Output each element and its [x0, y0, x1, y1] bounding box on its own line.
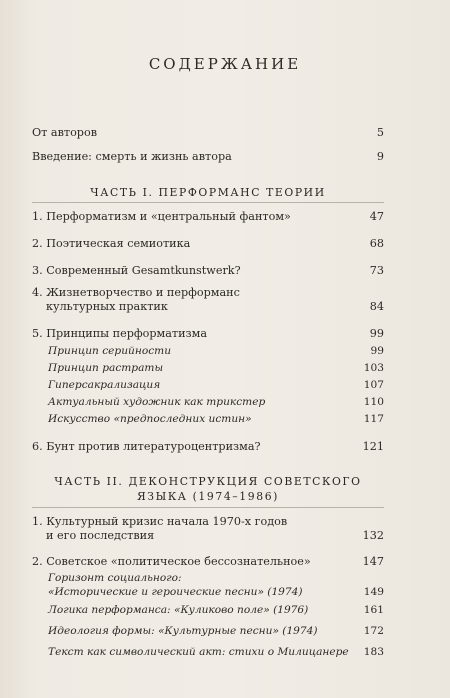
toc-entry-text: Текст как символический акт: стихи о Милицанере — [48, 646, 349, 658]
toc-entry-page: 99 — [369, 327, 384, 340]
toc-entry-page: 110 — [363, 396, 384, 408]
toc-entry-text: 2. Поэтическая семиотика — [32, 237, 191, 250]
toc-subentry — [48, 344, 384, 358]
toc-entry-text: От авторов — [32, 126, 98, 139]
toc-entry — [32, 210, 384, 224]
toc-entry-text: 5. Принципы перформатизма — [32, 327, 208, 340]
toc-entry — [32, 286, 384, 314]
toc-entry — [32, 237, 384, 251]
toc-entry-text: Актуальный художник как трикстер — [48, 396, 266, 408]
toc-entry-page: 68 — [369, 237, 384, 250]
divider — [32, 202, 384, 203]
toc-entry-page: 103 — [363, 362, 384, 374]
toc-entry-page: 47 — [369, 210, 384, 223]
toc-entry — [32, 126, 384, 140]
toc-entry-text: 1. Культурный кризис начала 1970-х годов — [32, 515, 288, 528]
toc-subentry — [48, 412, 384, 426]
toc-entry-page: 149 — [363, 586, 384, 598]
toc-entry-text: Горизонт социального: — [48, 572, 182, 584]
toc-entry-text: 3. Современный Gesamtkunstwerk? — [32, 264, 241, 277]
toc-entry-page: 99 — [370, 345, 384, 357]
toc-entry-page: 132 — [362, 529, 384, 542]
toc-subentry — [48, 603, 384, 617]
toc-subentry — [48, 395, 384, 409]
toc-entry-page: 183 — [363, 646, 384, 658]
toc-entry-page: 84 — [369, 300, 384, 313]
page-title: СОДЕРЖАНИЕ — [148, 55, 302, 73]
toc-entry-page: 117 — [363, 413, 384, 425]
toc-entry — [32, 515, 384, 543]
toc-entry-text: 4. Жизнетворчество и перформанс — [32, 286, 240, 299]
toc-entry-text: Искусство «предпоследних истин» — [48, 413, 252, 425]
toc-entry-text: Гиперсакрализация — [48, 379, 161, 391]
toc-entry-page: 172 — [363, 625, 384, 637]
toc-entry-text: Принцип серийности — [48, 345, 172, 357]
toc-entry-page: 107 — [363, 379, 384, 391]
toc-entry — [32, 150, 384, 164]
toc-entry-text-cont: культурных практик — [46, 300, 168, 313]
toc-entry-text: Идеология формы: «Культурные песни» (1974) — [48, 625, 318, 637]
toc-entry-text: 6. Бунт против литературоцентризма? — [32, 440, 261, 453]
toc-entry-text: Логика перформанса: «Куликово поле» (1976) — [48, 604, 309, 616]
divider — [32, 507, 384, 508]
toc-entry-text: 1. Перформатизм и «центральный фантом» — [32, 210, 291, 223]
toc-entry-text: 2. Советское «политическое бессознательное» — [32, 555, 311, 568]
toc-entry — [32, 327, 384, 341]
toc-entry-text-cont: и его последствия — [46, 529, 155, 542]
toc-subentry — [48, 645, 384, 659]
toc-entry — [32, 264, 384, 278]
toc-entry-page: 5 — [376, 126, 384, 139]
toc-entry-text: Принцип растраты — [48, 362, 164, 374]
toc-entry-page: 147 — [362, 555, 384, 568]
part-heading-line: ЧАСТЬ II. ДЕКОНСТРУКЦИЯ СОВЕТСКОГО — [54, 475, 362, 488]
part-heading — [32, 474, 384, 504]
toc-entry — [32, 440, 384, 454]
part-heading: ЧАСТЬ I. ПЕРФОРМАНС ТЕОРИИ — [90, 186, 326, 199]
toc-entry — [32, 555, 384, 569]
toc-entry-page: 9 — [376, 150, 384, 163]
toc-entry-text: Введение: смерть и жизнь автора — [32, 150, 232, 163]
part-heading-line: ЯЗЫКА (1974–1986) — [136, 490, 279, 503]
toc-subentry — [48, 624, 384, 638]
toc-entry-page: 161 — [363, 604, 384, 616]
toc-entry-text-cont: «Исторические и героические песни» (1974) — [48, 586, 303, 598]
toc-subentry — [48, 571, 384, 599]
toc-entry-page: 121 — [362, 440, 384, 453]
toc-subentry — [48, 378, 384, 392]
toc-entry-page: 73 — [369, 264, 384, 277]
toc-subentry — [48, 361, 384, 375]
